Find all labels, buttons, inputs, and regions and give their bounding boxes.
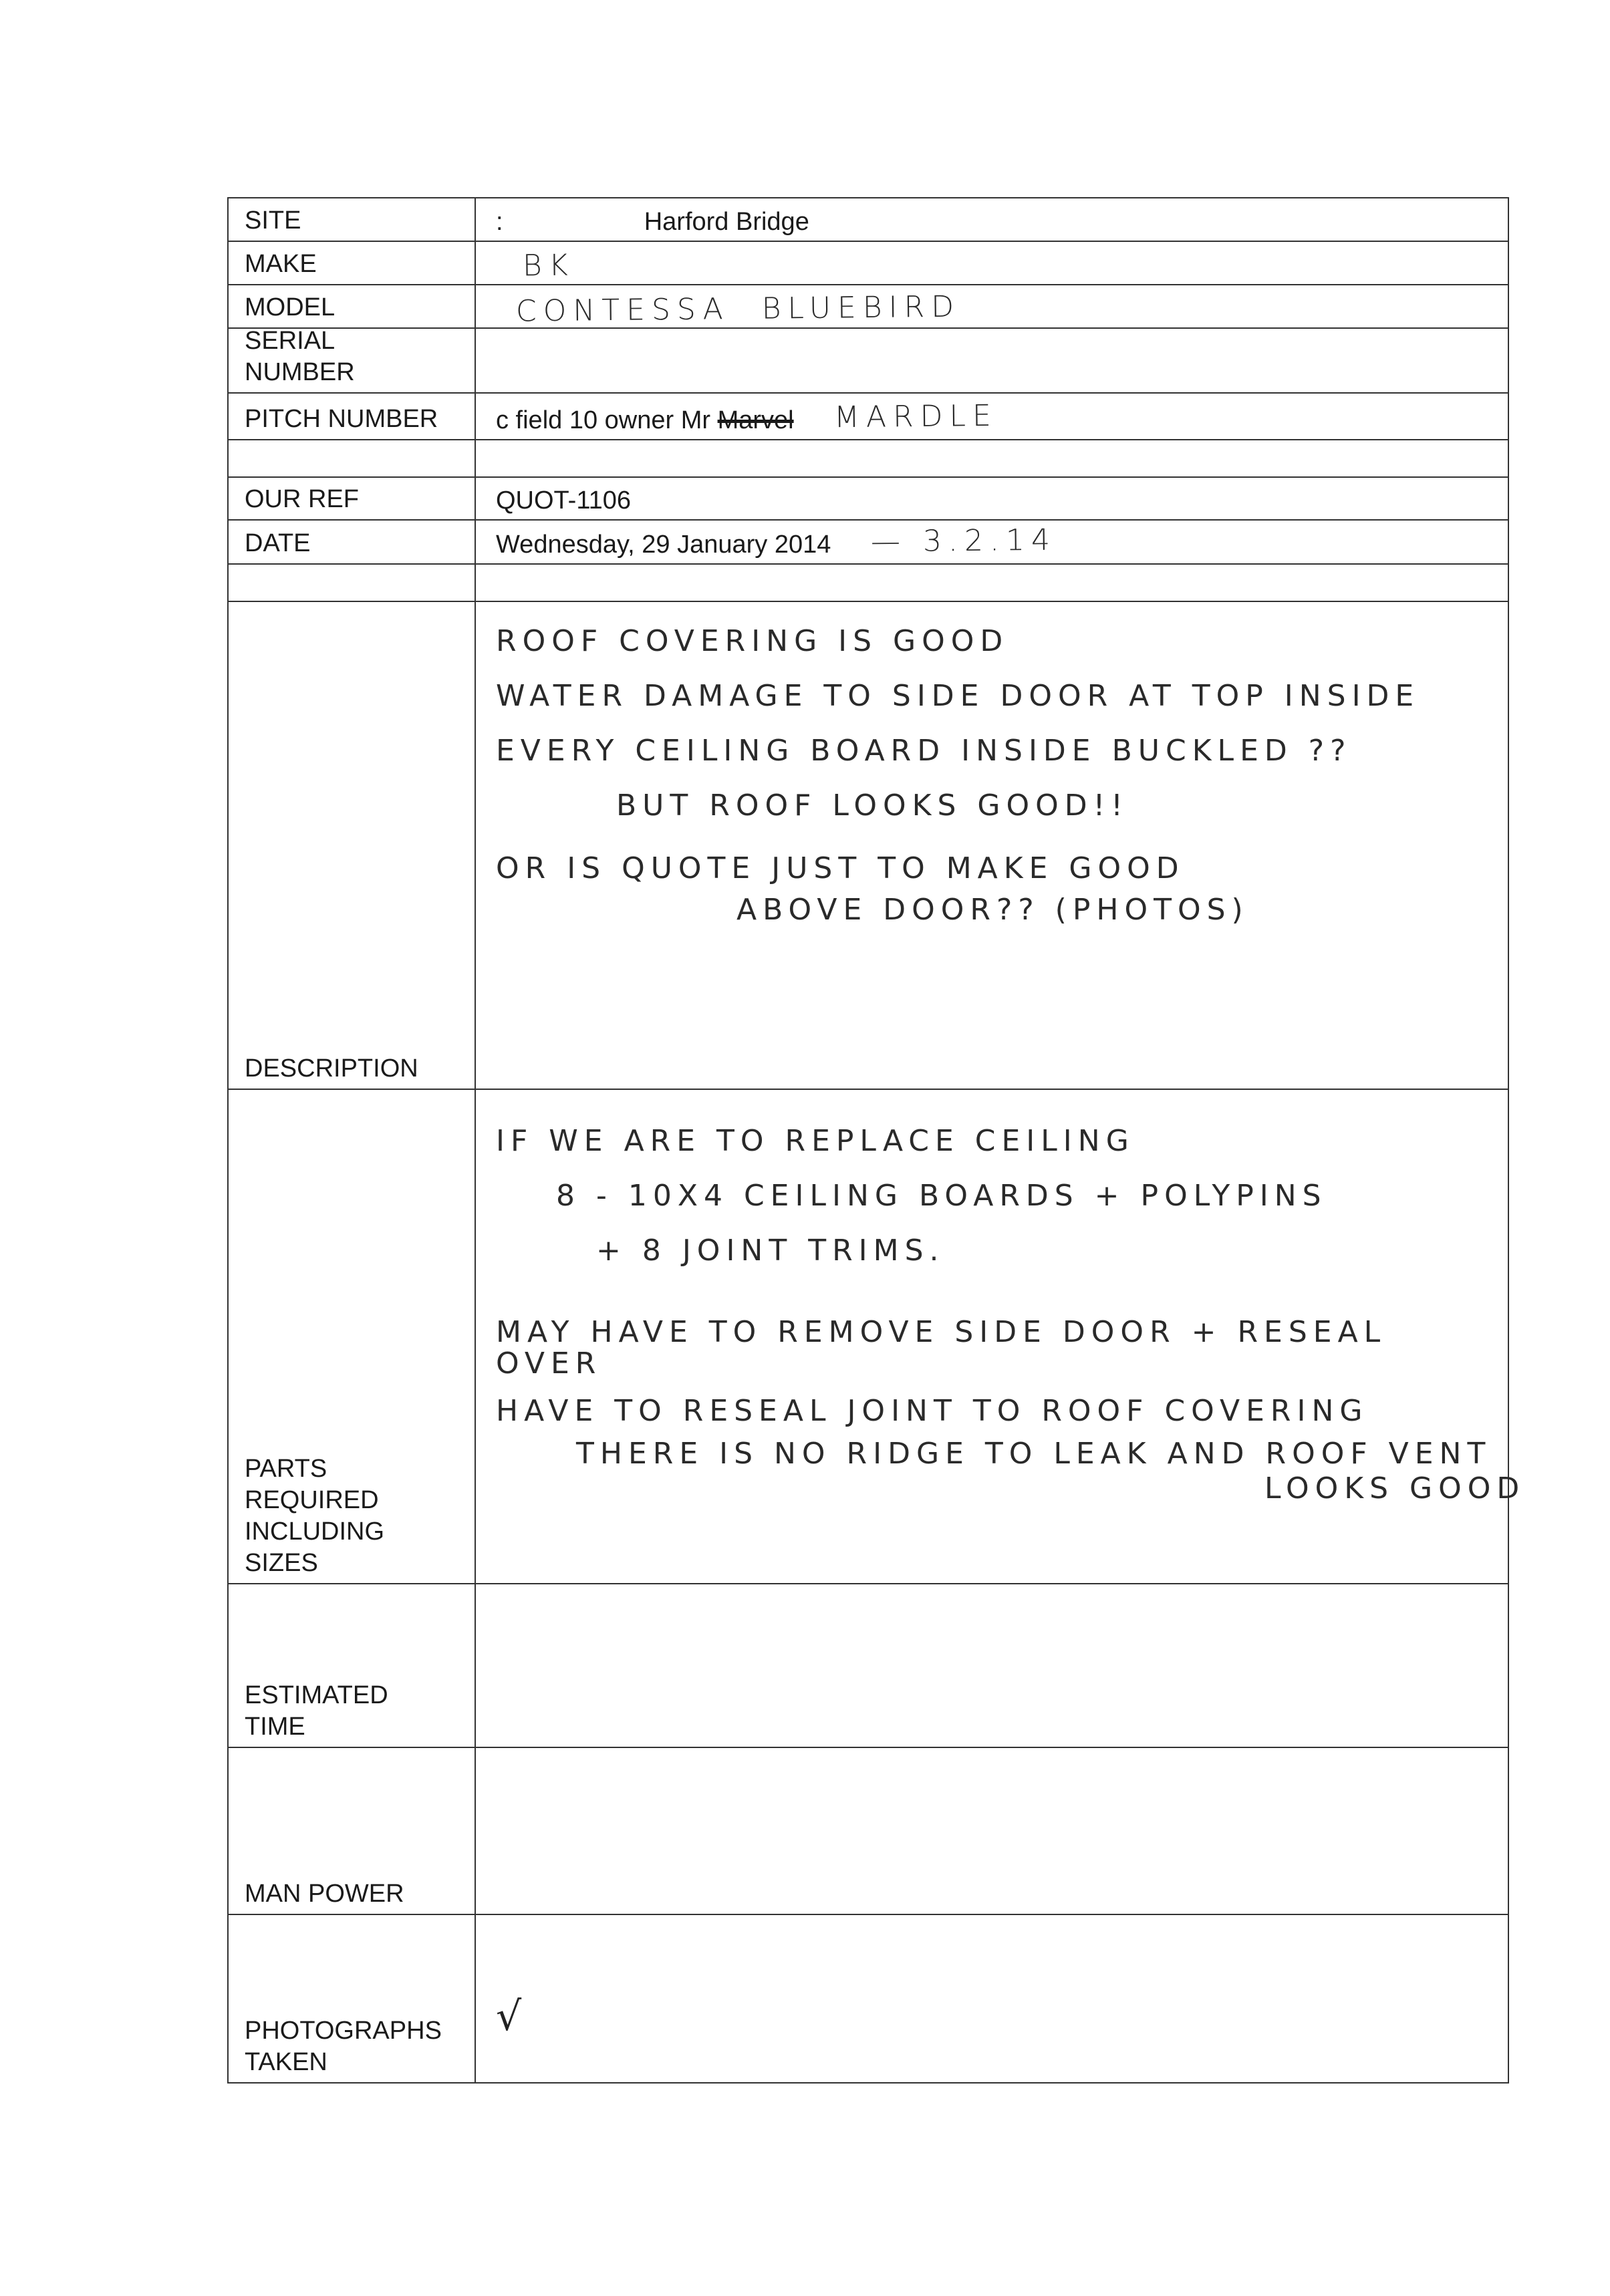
row-description	[229, 602, 1508, 1090]
row-blank-2	[229, 565, 1508, 602]
parts-note-line: THERE IS NO RIDGE TO LEAK AND ROOF VENT	[576, 1437, 1492, 1471]
photographs-value-cell	[476, 1915, 1508, 2082]
description-note-line: EVERY CEILING BOARD INSIDE BUCKLED ??	[496, 734, 1352, 768]
serial-label-line2: NUMBER	[245, 358, 355, 386]
row-parts	[229, 1090, 1526, 1584]
parts-note-line: LOOKS GOOD	[1264, 1471, 1526, 1505]
row-blank-1	[229, 440, 1508, 478]
parts-label-line: SIZES	[245, 1549, 318, 1577]
row-date	[229, 521, 1508, 565]
description-note-line: OR IS QUOTE JUST TO MAKE GOOD	[496, 851, 1185, 885]
model-label: MODEL	[229, 285, 476, 327]
row-our-ref	[229, 478, 1508, 521]
description-note-line: ABOVE DOOR?? (PHOTOS)	[736, 893, 1249, 927]
tick-mark: √	[496, 1993, 522, 2040]
pitch-struck: Marvel	[717, 406, 794, 434]
parts-note-line: 8 - 10X4 CEILING BOARDS + POLYPINS	[556, 1179, 1327, 1213]
parts-note-line: + 8 JOINT TRIMS.	[596, 1234, 945, 1268]
photographs-label	[229, 1915, 476, 2082]
site-value: : Harford Bridge	[496, 208, 809, 236]
description-note-line: BUT ROOF LOOKS GOOD!!	[616, 788, 1129, 823]
pitch-handwritten: MARDLE	[833, 398, 998, 435]
photographs-label-line1: PHOTOGRAPHS	[245, 2017, 442, 2045]
description-note-line: ROOF COVERING IS GOOD	[496, 624, 1009, 658]
blank-label-2	[229, 565, 476, 601]
make-value-cell	[476, 242, 1508, 284]
serial-value	[476, 329, 1508, 392]
model-value-cell	[476, 285, 1508, 327]
row-pitch	[229, 394, 1508, 440]
date-handwritten: — 3.2.14	[871, 523, 1057, 559]
serial-label-line1: SERIAL	[245, 327, 336, 355]
description-label: DESCRIPTION	[229, 602, 476, 1089]
our-ref-label: OUR REF	[229, 478, 476, 519]
parts-notes	[496, 1114, 1526, 1516]
row-make	[229, 242, 1508, 285]
man-power-label: MAN POWER	[229, 1748, 476, 1914]
parts-label-line: REQUIRED	[245, 1486, 379, 1514]
pitch-typed: c field 10 owner Mr	[496, 406, 718, 434]
estimated-time-label-line1: ESTIMATED	[245, 1681, 388, 1709]
site-label: SITE	[229, 198, 476, 241]
parts-label-line: INCLUDING	[245, 1518, 385, 1546]
parts-label-line: PARTS	[245, 1455, 327, 1483]
row-estimated-time	[229, 1584, 1508, 1748]
blank-value-2	[476, 565, 1508, 601]
row-site	[229, 198, 1508, 242]
date-typed: Wednesday, 29 January 2014	[496, 531, 831, 559]
estimated-time-label-line2: TIME	[245, 1713, 305, 1741]
row-serial	[229, 329, 1508, 394]
description-value-cell	[476, 602, 1508, 1089]
inspection-form	[227, 197, 1526, 2084]
man-power-value	[476, 1748, 1508, 1914]
parts-note-line: HAVE TO RESEAL JOINT TO ROOF COVERING	[496, 1394, 1369, 1428]
parts-label	[229, 1090, 476, 1583]
row-man-power	[229, 1748, 1508, 1915]
serial-label	[229, 329, 476, 392]
row-photographs	[229, 1915, 1508, 2082]
pitch-value-cell	[476, 394, 1508, 439]
blank-label-1	[229, 440, 476, 476]
parts-note-line: MAY HAVE TO REMOVE SIDE DOOR + RESEAL	[496, 1315, 1387, 1349]
estimated-time-value	[476, 1584, 1508, 1747]
parts-value-cell	[476, 1090, 1526, 1583]
pitch-label: PITCH NUMBER	[229, 394, 476, 439]
parts-note-line: IF WE ARE TO REPLACE CEILING	[496, 1124, 1135, 1158]
parts-note-line: OVER	[496, 1346, 602, 1381]
description-note-line: WATER DAMAGE TO SIDE DOOR AT TOP INSIDE	[496, 679, 1420, 713]
date-label: DATE	[229, 521, 476, 563]
our-ref-value: QUOT-1106	[496, 486, 632, 515]
description-notes	[496, 614, 1508, 938]
make-label: MAKE	[229, 242, 476, 284]
estimated-time-label	[229, 1584, 476, 1747]
model-value: CONTESSA BLUEBIRD	[515, 289, 961, 329]
row-model	[229, 285, 1508, 329]
make-value: BK	[522, 248, 575, 283]
date-value-cell	[476, 521, 1508, 563]
photographs-label-line2: TAKEN	[245, 2048, 327, 2076]
blank-value-1	[476, 440, 1508, 476]
